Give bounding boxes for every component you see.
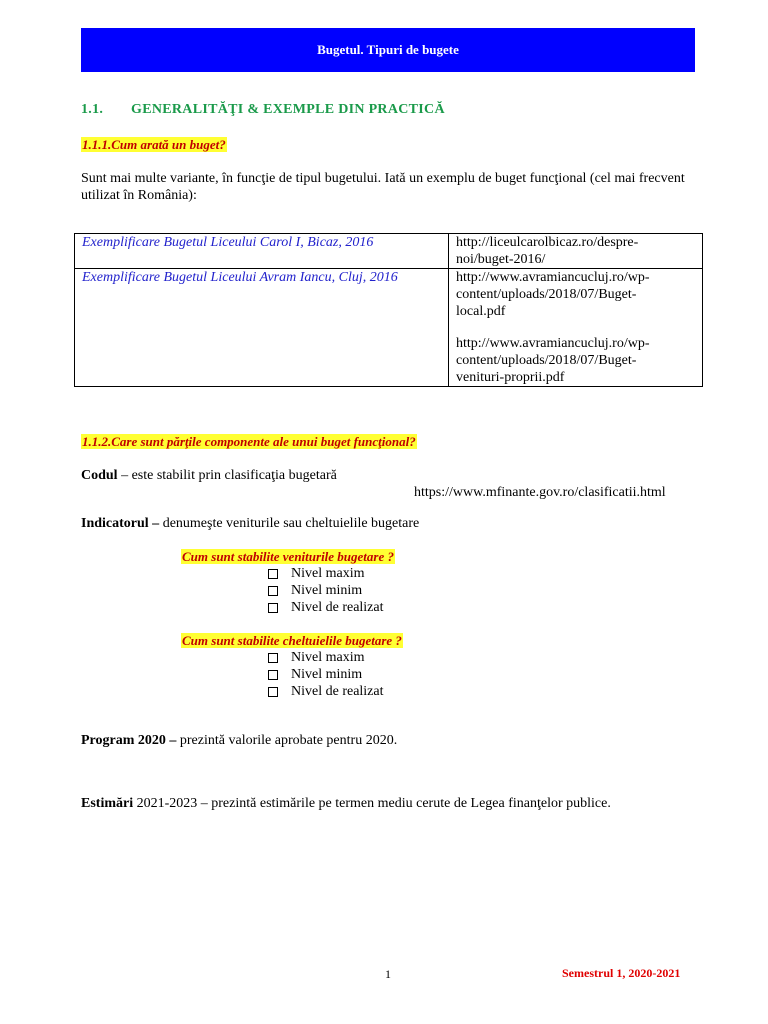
section-number: 1.1. — [81, 102, 104, 117]
indicatorul-term: Indicatorul – — [81, 516, 160, 531]
example-link-cell — [449, 269, 703, 387]
estimari-text: 2021-2023 – prezintă estimările pe termen mediu cerute de Legea finanţelor publice. — [133, 796, 611, 811]
list-item-label: Nivel de realizat — [291, 600, 384, 615]
checkbox-icon[interactable] — [268, 670, 278, 680]
indicatorul-paragraph — [81, 515, 419, 532]
list-item-label: Nivel minim — [291, 667, 363, 682]
checkbox-icon[interactable] — [268, 653, 278, 663]
list-item — [268, 649, 384, 666]
venituri-question-text: Cum sunt stabilite veniturile bugetare ? — [182, 549, 394, 564]
cheltuieli-question — [181, 632, 403, 650]
example-link-cell — [449, 234, 703, 269]
table-row — [75, 269, 703, 387]
indicatorul-text: denumeşte veniturile sau cheltuielile bugetare — [159, 516, 420, 531]
title-banner — [81, 28, 695, 72]
example-link[interactable]: http://www.avramiancucluj.ro/wp-content/uploads/2018/07/Buget-local.pdf — [456, 270, 650, 319]
codul-paragraph — [81, 467, 337, 484]
intro-paragraph: Sunt mai multe variante, în funcţie de tipul bugetului. Iată un exemplu de buget funcţional (cel mai frecvent utilizat în România): — [81, 171, 685, 203]
list-item — [268, 683, 384, 700]
checkbox-icon[interactable] — [268, 586, 278, 596]
example-link[interactable]: http://www.avramiancucluj.ro/wp-content/uploads/2018/07/Buget-venituri-proprii.pdf — [456, 336, 650, 385]
program-text: prezintă valorile aprobate pentru 2020. — [176, 733, 398, 748]
page-number: 1 — [385, 967, 391, 981]
table-row — [75, 234, 703, 269]
example-link[interactable]: http://liceulcarolbicaz.ro/despre-noi/buget-2016/ — [456, 235, 639, 267]
list-item-label: Nivel de realizat — [291, 684, 384, 699]
question-1 — [81, 136, 227, 154]
list-item-label: Nivel minim — [291, 583, 363, 598]
list-item — [268, 582, 384, 599]
cheltuieli-question-text: Cum sunt stabilite cheltuielile bugetare ? — [182, 633, 402, 648]
venituri-question — [181, 548, 395, 566]
examples-table — [74, 233, 703, 387]
footer-semester: Semestrul 1, 2020-2021 — [562, 966, 681, 980]
estimari-term: Estimări — [81, 796, 134, 811]
example-label: Exemplificare Bugetul Liceului Carol I, Bicaz, 2016 — [75, 234, 449, 269]
checkbox-icon[interactable] — [268, 603, 278, 613]
section-title: GENERALITĂŢI & EXEMPLE DIN PRACTICĂ — [131, 102, 445, 117]
program-paragraph — [81, 732, 397, 749]
list-item — [268, 666, 384, 683]
spacer — [456, 320, 696, 335]
question-1-text: 1.1.1.Cum arată un buget? — [82, 137, 226, 152]
section-heading — [81, 102, 445, 118]
question-2 — [81, 433, 417, 451]
program-term: Program 2020 – — [81, 733, 177, 748]
checkbox-icon[interactable] — [268, 687, 278, 697]
cheltuieli-list — [268, 649, 384, 700]
list-item — [268, 599, 384, 616]
estimari-paragraph — [81, 795, 611, 812]
codul-link[interactable]: https://www.mfinante.gov.ro/clasificatii.html — [414, 485, 666, 500]
codul-term: Codul — [81, 468, 118, 483]
list-item-label: Nivel maxim — [291, 650, 365, 665]
checkbox-icon[interactable] — [268, 569, 278, 579]
question-2-text: 1.1.2.Care sunt părţile componente ale unui buget funcţional? — [82, 434, 416, 449]
list-item — [268, 565, 384, 582]
banner-title: Bugetul. Tipuri de bugete — [317, 42, 459, 57]
list-item-label: Nivel maxim — [291, 566, 365, 581]
venituri-list — [268, 565, 384, 616]
codul-text: – este stabilit prin clasificaţia bugetară — [117, 468, 337, 483]
example-label: Exemplificare Bugetul Liceului Avram Iancu, Cluj, 2016 — [75, 269, 449, 387]
